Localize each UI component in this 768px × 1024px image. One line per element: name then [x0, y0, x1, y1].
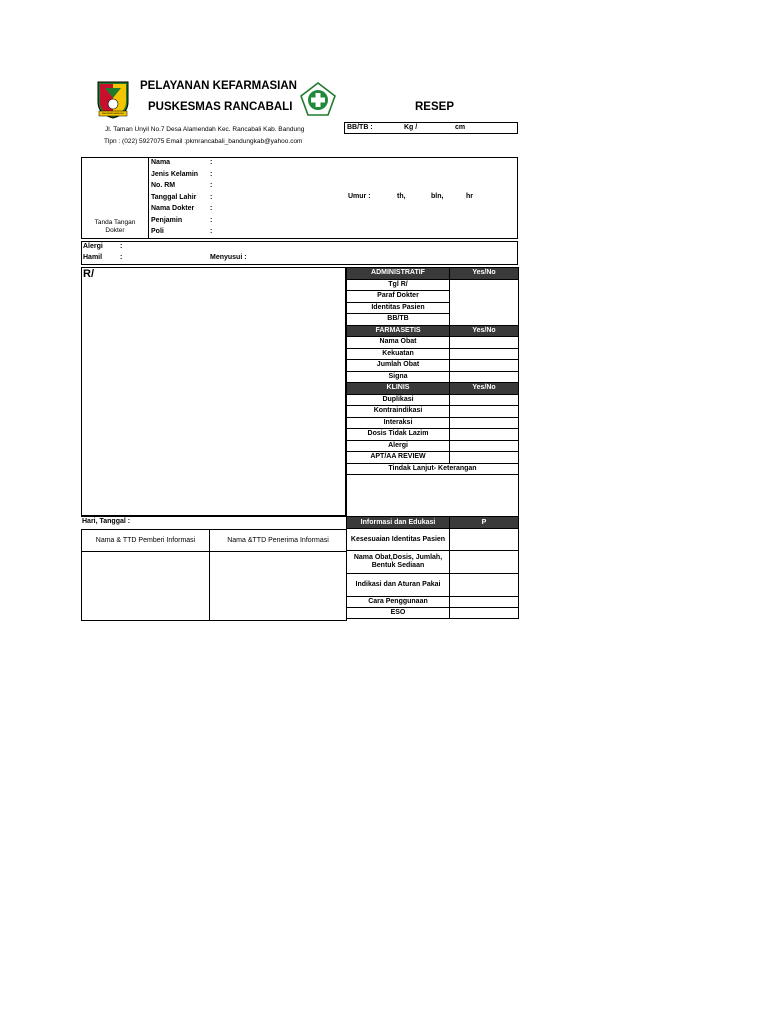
klinis-header-yesno: Yes/No [449, 382, 519, 395]
info-item: Nama Obat,Dosis, Jumlah, Bentuk Sediaan [346, 550, 450, 574]
patient-field-label: Poli [151, 228, 164, 235]
address: Jl. Taman Unyil No.7 Desa Alamendah Kec. Rancabali Kab. Bandung [105, 126, 305, 133]
giver-signature[interactable] [81, 551, 210, 621]
rx-label: R/ [83, 268, 94, 280]
admin-item: Identitas Pasien [346, 302, 450, 315]
farmasetis-header: FARMASETIS [346, 325, 450, 338]
bln-label: bln, [431, 193, 444, 200]
patient-field-colon: : [210, 159, 213, 166]
info-item: ESO [346, 607, 450, 619]
umur-label: Umur : [348, 193, 371, 200]
th-label: th, [397, 193, 406, 200]
hamil-label: Hamil [83, 254, 103, 261]
klinis-item: APT/AA REVIEW [346, 451, 450, 464]
klinis-header: KLINIS [346, 382, 450, 395]
receiver-signature[interactable] [209, 551, 347, 621]
alergi-colon: : [120, 243, 123, 250]
doc-type: RESEP [415, 101, 454, 113]
klinis-item: Dosis Tidak Lazim [346, 428, 450, 441]
signature-label: Tanda Tangan Dokter [94, 219, 136, 234]
info-item-answer[interactable] [449, 573, 519, 597]
patient-field-colon: : [210, 182, 213, 189]
receiver-header: Nama &TTD Penerima Informasi [209, 529, 347, 552]
alergi-label: Alergi [83, 243, 103, 250]
allergy-box [81, 241, 518, 265]
prescription-area[interactable] [81, 267, 346, 516]
admin-item-answer[interactable] [449, 279, 519, 326]
administratif-header: ADMINISTRATIF [346, 267, 450, 280]
info-item-answer[interactable] [449, 550, 519, 574]
patient-field-label: No. RM [151, 182, 176, 189]
logo-caption: KABUPATEN BANDUNG [101, 113, 125, 115]
hamil-colon: : [120, 254, 123, 261]
date-label: Hari, Tanggal : [82, 518, 131, 525]
klinis-item: Kontraindikasi [346, 405, 450, 418]
date-line [81, 516, 346, 529]
klinis-item: Alergi [346, 440, 450, 453]
farm-item: Kekuatan [346, 348, 450, 361]
title-line-2: PUSKESMAS RANCABALI [148, 101, 293, 113]
title-line-1: PELAYANAN KEFARMASIAN [140, 80, 297, 92]
info-item-answer[interactable] [449, 607, 519, 619]
patient-field-label: Nama [151, 159, 171, 166]
patient-field-label: Jenis Kelamin [151, 170, 199, 178]
puskesmas-logo-icon [300, 82, 336, 116]
patient-field-label: Penjamin [151, 216, 183, 224]
administratif-header-yesno: Yes/No [449, 267, 519, 280]
patient-field-label: Nama Dokter [151, 205, 195, 212]
patient-field-colon: : [210, 216, 213, 224]
info-item-answer[interactable] [449, 528, 519, 551]
followup-notes[interactable] [346, 474, 519, 517]
patient-field-colon: : [210, 170, 213, 178]
kg-label: Kg / [404, 124, 418, 131]
contact: Tlpn : (022) 5927075 Email :pkmrancabali_bandungkab@yahoo.com [104, 138, 303, 145]
cm-label: cm [455, 124, 466, 131]
admin-item: Paraf Dokter [346, 290, 450, 303]
admin-item: BB/TB [346, 313, 450, 326]
menyusui-label: Menyusui : [210, 254, 247, 261]
admin-item: Tgl R/ [346, 279, 450, 292]
patient-field-colon: : [210, 205, 213, 212]
info-item: Kesesuaian Identitas Pasien [346, 528, 450, 551]
farm-item: Jumlah Obat [346, 359, 450, 372]
followup-label: Tindak Lanjut- Keterangan [346, 463, 519, 476]
farmasetis-header-yesno: Yes/No [449, 325, 519, 338]
farm-item: Nama Obat [346, 336, 450, 349]
klinis-item: Interaksi [346, 417, 450, 430]
giver-header: Nama & TTD Pemberi Informasi [81, 529, 210, 552]
patient-field-label: Tanggal Lahir [151, 193, 197, 201]
patient-field-colon: : [210, 228, 213, 235]
patient-field-colon: : [210, 193, 213, 201]
info-p-header: P [449, 516, 519, 529]
farm-item: Signa [346, 371, 450, 384]
bbtb-label: BB/TB : [347, 124, 373, 131]
info-header: Informasi dan Edukasi [346, 516, 450, 529]
klinis-item: Duplikasi [346, 394, 450, 407]
info-item: Cara Penggunaan [346, 596, 450, 608]
hr-label: hr [466, 193, 473, 200]
info-item: Indikasi dan Aturan Pakai [346, 573, 450, 597]
